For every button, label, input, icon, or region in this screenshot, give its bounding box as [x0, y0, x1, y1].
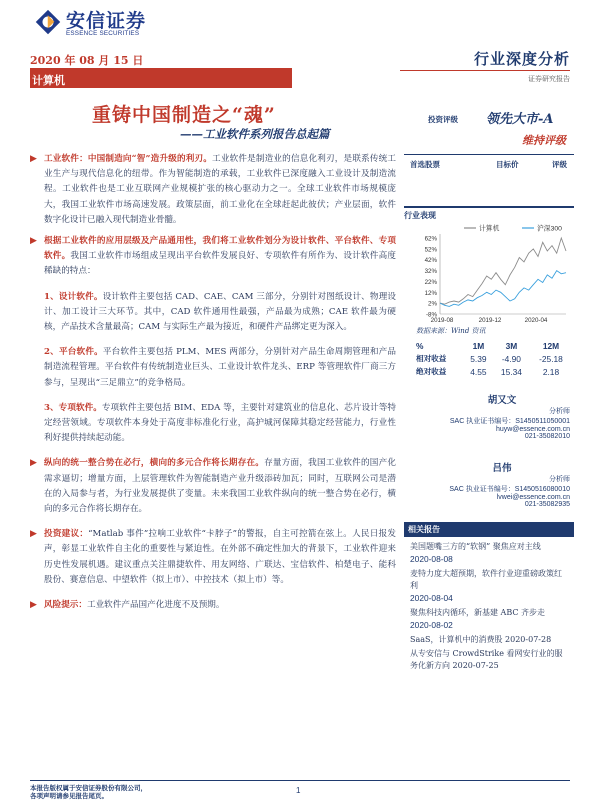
bullet-4	[30, 527, 396, 588]
related-item[interactable]: SaaS，计算机中的消费股 2020-07-28	[410, 635, 552, 644]
analyst-email[interactable]: lvwei@essence.com.cn	[496, 494, 570, 501]
perf-row: 绝对收益 4.55 15.34 2.18	[416, 366, 560, 377]
y-tick-label: 22%	[424, 278, 437, 286]
related-item[interactable]: 从专安信与 CrowdStrike 看网安行业的服务化新方向 2020-07-25	[410, 649, 563, 670]
analyst-role: 分析师	[549, 407, 570, 415]
analyst-1	[404, 392, 570, 440]
bullet-text: “Matlab 事件”拉响工业软件“卡脖子”的警报，自主可控箭在弦上。人民日报发声，彰显工业软件自主化的重要性与紧迫性。在外部不确定性加大的背景下，工业软件迎来历史性发展机遇。建议重点关注鼎捷软件、用友网络、广联达、宝信软件、柏楚电子、能科股份、赛意信息、中望软件（拟上市）、中控技术（拟上市）等。	[44, 529, 396, 585]
bullet-lead: 风险提示：	[44, 600, 87, 611]
analyst-name: 胡又文	[487, 395, 517, 406]
footer-disclaimer: 本报告版权属于安信证券股份有限公司， 各项声明请参见报告尾页。	[30, 784, 147, 800]
triangle-icon: ▶	[30, 154, 37, 164]
analyst-2	[404, 460, 570, 508]
y-tick-label: 2%	[428, 300, 437, 308]
bullet-lead: 纵向的统一整合势在必行，横向的多元合作将长期存在。	[44, 458, 265, 469]
perf-row: 相对收益 5.39 -4.90 -25.18	[416, 353, 563, 364]
legend-label: 计算机	[479, 225, 500, 233]
logo-mark-icon	[34, 8, 62, 36]
chart-source: 数据来源：Wind 资讯	[416, 327, 486, 335]
perf-col-3m: 3M	[505, 341, 518, 351]
bullet-lead: 投资建议：	[44, 529, 89, 540]
triangle-icon: ▶	[30, 600, 37, 611]
stock-col-1: 首选股票	[410, 160, 440, 169]
stock-table-header	[404, 154, 574, 169]
related-item[interactable]: 聚焦科技内循环，新基建 ABC 齐步走 2020-08-02	[410, 608, 546, 630]
header-date: 2020 年 08 月 15 日	[30, 54, 144, 67]
analyst-cert: SAC 执业证书编号：S1450511050001	[449, 418, 570, 425]
brand-name-cn: 安信证券	[66, 11, 147, 32]
numbered-3: 3、专项软件。专项软件主要包括 BIM、EDA 等，主要针对建筑业的信息化、芯片设计等特定经营领域。专项软件本身处于高度非标准化行业，高护城河保障其稳定经营能力，行业性利好提供持续起动能。	[44, 402, 396, 444]
brand-name-en: ESSENCE SECURITIES	[66, 30, 140, 37]
y-tick-label: 32%	[424, 268, 437, 276]
industry-bar	[30, 70, 292, 88]
numbered-2: 2、平台软件。平台软件主要包括 PLM、MES 两部分，分别针对产品生命周期管理和产品制造流程管理。平台软件有传统制造业巨头、工业设计软件龙头、ERP 等管理软件厂商三方参与，呈现出“三足鼎立”的竞争格局。	[44, 347, 396, 388]
y-tick-label: 52%	[424, 246, 437, 254]
legend-label: 沪深300	[537, 225, 562, 233]
perf-col-12m: 12M	[542, 341, 560, 351]
perf-header-row	[416, 340, 572, 352]
bullet-text: 工业软件是制造业的信息化利刃，是联系传统工业生产与现代信息化的纽带。作为智能制造的承载，工业软件已深度融入工业设计及制造流程。工业软件也是工业互联网产业规模扩张的核心驱动力之一。全球工业软件市场规模庞大，我国工业软件市场高速发展。政策层面，前工业化在全球赶起此彼伏；产业层面，软件数字化设计已融入现代制造业骨髓。	[44, 154, 396, 225]
rating-value: 领先大市-A	[486, 112, 554, 127]
bullet-3	[30, 456, 396, 517]
industry-label: 计算机	[32, 74, 65, 87]
report-sub: 证券研究报告	[528, 75, 570, 83]
x-tick-label: 2019-08	[430, 317, 454, 324]
bullet-2	[30, 234, 396, 280]
footer-rule	[30, 780, 570, 781]
analyst-cert: SAC 执业证书编号：S1450516080010	[449, 486, 570, 493]
perf-row-label: 相对收益	[416, 354, 447, 363]
x-tick-label: 2020-04	[524, 317, 548, 324]
rating-action: 维持评级	[522, 134, 566, 147]
related-reports	[404, 522, 574, 672]
page-title: 重铸中国制造之“魂”	[92, 104, 276, 126]
related-item[interactable]: 麦特力度大超预期，软件行业迎重磅政策红利 2020-08-04	[410, 569, 562, 603]
main-content	[30, 152, 396, 613]
stock-col-2: 目标价	[496, 160, 519, 169]
y-tick-label: -8%	[425, 311, 437, 319]
performance-chart	[404, 220, 574, 324]
triangle-icon: ▶	[30, 529, 37, 540]
performance-table	[416, 340, 572, 378]
analyst-email[interactable]: huyw@essence.com.cn	[495, 426, 570, 433]
analyst-phone: 021-35082935	[524, 501, 570, 508]
y-tick-label: 12%	[424, 289, 437, 297]
related-item[interactable]: 美国题嘴三方的“软钢” 聚焦应对主线 2020-08-08	[410, 542, 541, 564]
brand-logo	[34, 6, 164, 42]
perf-col-1m: 1M	[472, 341, 485, 351]
bullet-1	[30, 152, 396, 228]
triangle-icon: ▶	[30, 236, 37, 247]
stock-col-3: 评级	[552, 160, 567, 169]
perf-row-label: 绝对收益	[416, 367, 447, 376]
bullet-5	[30, 598, 396, 613]
market-section	[404, 206, 574, 221]
rating-label: 投资评级	[428, 115, 458, 124]
series-line-1	[440, 271, 566, 307]
y-tick-label: 62%	[424, 235, 437, 243]
y-tick-label: 42%	[424, 257, 437, 265]
analyst-role: 分析师	[549, 475, 570, 483]
report-type: 行业深度分析	[473, 50, 570, 68]
x-tick-label: 2019-12	[478, 317, 502, 324]
page-number: 1	[296, 786, 301, 795]
bullet-lead: 工业软件：中国制造向“智”造升级的利刃。	[44, 154, 213, 164]
analyst-phone: 021-35082010	[524, 433, 570, 440]
bullet-text: 我国工业软件市场组成呈现出平台软件发展良好、专项软件有所作为、设计软件高度稀缺的特点：	[44, 251, 396, 277]
bullet-lead: 根据工业软件的应用层级及产品通用性，我们将工业软件划分为设计软件、平台软件、专项软件。	[44, 236, 396, 262]
bullet-text: 存量方面，我国工业软件的国产化需求逼切；增量方面，上层管理软件为智能制造产业升级添砖加瓦；同时，互联网公司是潜在的入局参与者，为行业发展提供了变量。未来我国工业软件纵向的统一整合势在必行，横向的多元合作将长期存在。	[44, 458, 396, 515]
triangle-icon: ▶	[30, 458, 37, 469]
perf-col-label: %	[416, 341, 424, 351]
numbered-1: 1、设计软件。设计软件主要包括 CAD、CAE、CAM 三部分，分别针对图纸设计、物理设计、加工设计三大环节。其中，CAD 软件通用性最强，产品最为成熟；CAE 软件最为硬核，产品技术含量最高；CAM 与实际生产最为接近，和硬件产品绑定更为深入。	[44, 291, 396, 333]
header-rule-right	[400, 70, 570, 71]
analyst-name: 吕伟	[492, 463, 512, 474]
bullet-text: 工业软件产品国产化进度不及预期。	[86, 600, 225, 611]
market-section-title: 行业表现	[404, 210, 436, 220]
related-title: 相关报告	[404, 522, 574, 537]
page-subtitle: ——工业软件系列报告总起篇	[180, 127, 330, 141]
